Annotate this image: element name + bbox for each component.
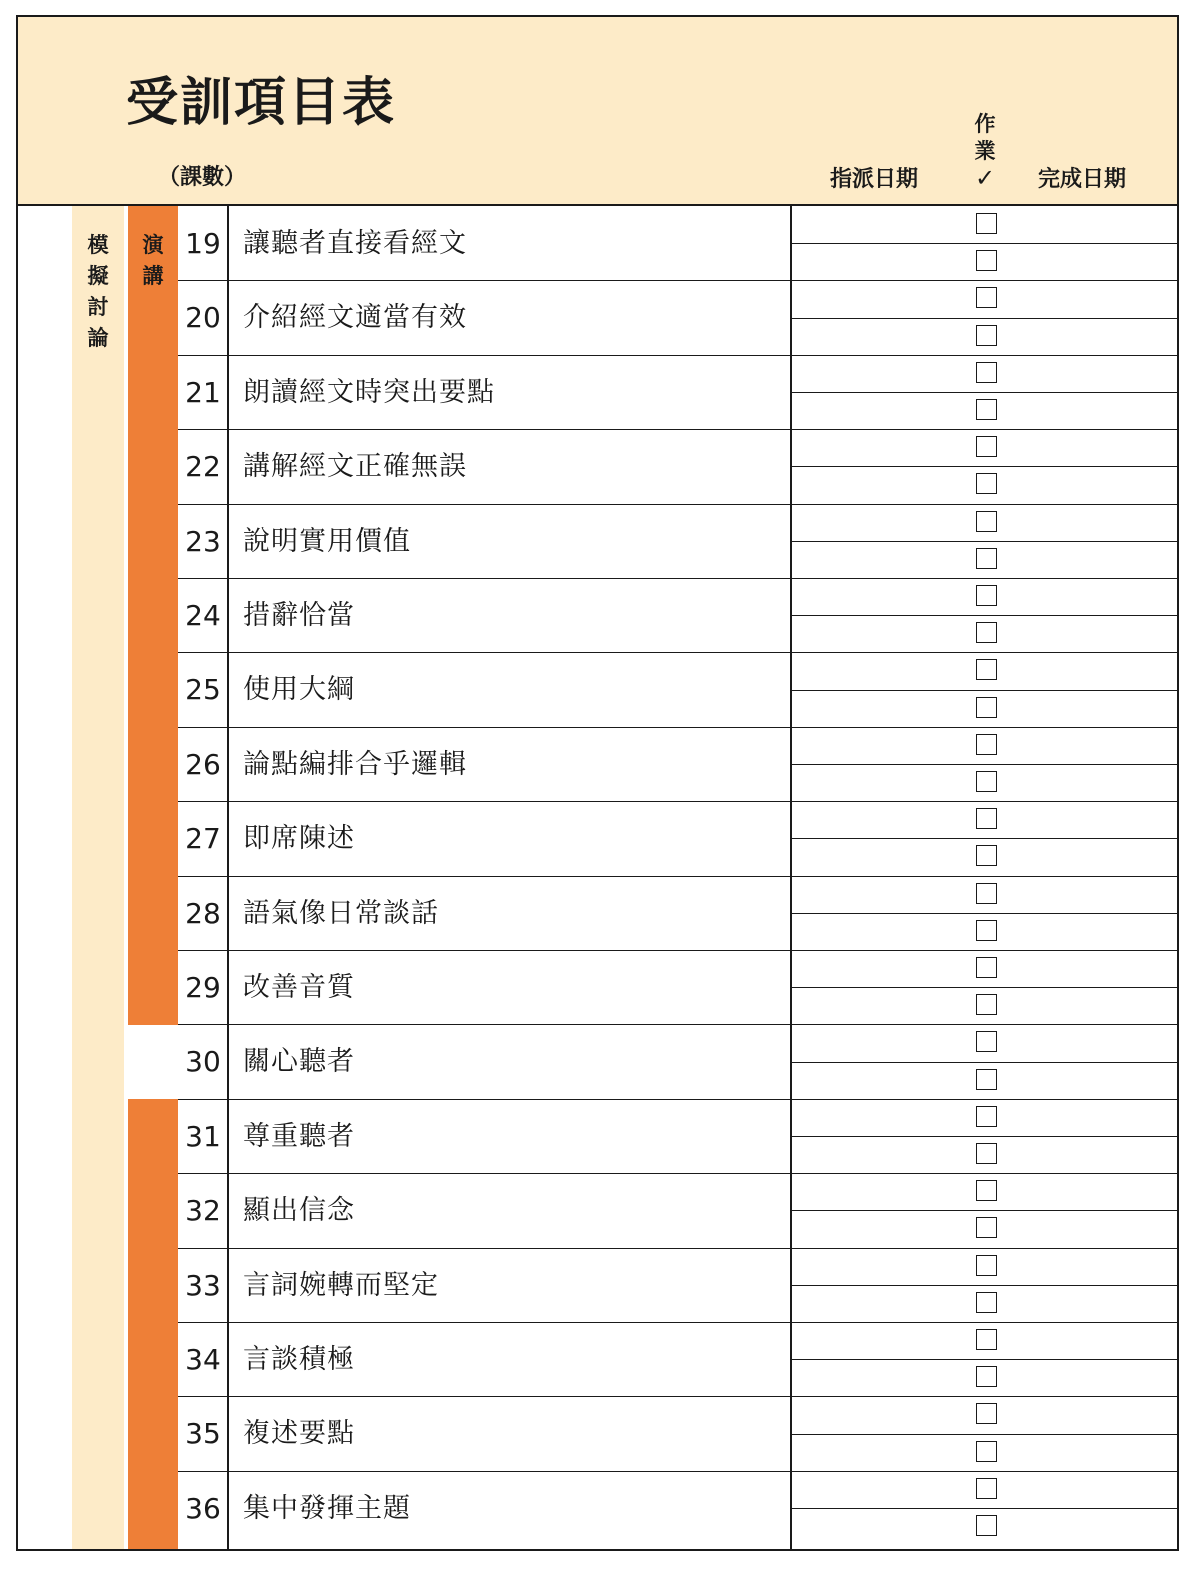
lesson-number: 29 [185,971,221,1004]
dates-column-divider [790,206,792,1549]
homework-checkbox[interactable] [976,1403,997,1424]
lesson-title: 言談積極 [243,1344,355,1375]
assignment-separator [792,541,1177,542]
homework-checkbox[interactable] [976,883,997,904]
lesson-number: 36 [185,1491,221,1525]
homework-checkbox[interactable] [976,362,997,383]
row-separator [178,578,1177,579]
homework-checkbox[interactable] [976,1366,997,1387]
homework-checkbox[interactable] [976,511,997,532]
row-separator [178,1322,1177,1323]
row-separator [178,950,1177,951]
lesson-title: 讓聽者直接看經文 [243,228,467,259]
lesson-title: 語氣像日常談話 [243,897,439,929]
homework-checkbox[interactable] [976,585,997,606]
lesson-title: 複述要點 [243,1418,355,1450]
lesson-number: 25 [185,673,221,707]
group-label-char: 擬 [87,264,109,288]
lesson-title: 集中發揮主題 [243,1492,411,1524]
row-separator [178,504,1177,505]
row-separator [178,801,1177,802]
row-separator [178,652,1177,653]
homework-checkbox[interactable] [976,1031,997,1052]
assignment-separator [792,1434,1177,1435]
row-separator [178,1471,1177,1472]
lesson-number: 27 [185,822,221,856]
homework-checkbox[interactable] [976,734,997,755]
homework-header-char-1: 作 [974,112,996,136]
lesson-title: 講解經文正確無誤 [243,451,467,483]
homework-checkbox[interactable] [976,1329,997,1350]
row-separator [178,280,1177,281]
assignment-separator [792,1210,1177,1211]
group-label-speech [128,230,178,292]
homework-header [972,111,998,192]
row-separator [178,1396,1177,1397]
form-header [18,17,1177,206]
homework-checkbox[interactable] [976,436,997,457]
homework-checkbox[interactable] [976,325,997,346]
group-label-char: 討 [87,295,109,319]
group-label-mock-discussion [72,230,124,354]
homework-checkbox[interactable] [976,1069,997,1090]
row-separator [178,727,1177,728]
homework-checkbox[interactable] [976,1478,997,1499]
row-separator [178,1248,1177,1249]
homework-header-char-2: 業 [974,139,996,163]
form-title: 受訓項目表 [126,73,397,133]
homework-checkbox[interactable] [976,548,997,569]
lesson-title: 朗讀經文時突出要點 [243,376,495,408]
lesson-number: 26 [185,747,221,781]
homework-checkbox[interactable] [976,1515,997,1536]
lesson-number: 24 [185,599,221,632]
lesson-title: 說明實用價值 [243,525,411,557]
homework-checkbox[interactable] [976,1255,997,1276]
homework-checkbox[interactable] [976,622,997,643]
lesson-number: 35 [185,1417,221,1451]
lesson-number: 28 [185,896,221,930]
lesson-number: 20 [185,301,221,335]
lesson-title: 介紹經文適當有效 [243,302,467,334]
group-band-speech-top [128,206,178,1025]
group-label-char: 演 [142,233,164,257]
assignment-separator [792,838,1177,839]
lesson-number: 19 [185,227,221,260]
group-label-char: 論 [87,326,109,350]
lesson-number: 30 [185,1045,221,1079]
homework-checkbox[interactable] [976,1143,997,1164]
lesson-title: 使用大綱 [243,674,355,706]
lesson-title: 尊重聽者 [243,1120,355,1152]
assignment-separator [792,318,1177,319]
homework-checkbox[interactable] [976,1217,997,1238]
lesson-number: 32 [185,1194,221,1228]
lesson-number: 21 [185,375,221,409]
assignment-separator [792,1285,1177,1286]
training-record-form [16,15,1179,1551]
homework-checkbox[interactable] [976,957,997,978]
homework-checkbox[interactable] [976,1180,997,1201]
assignment-separator [792,987,1177,988]
group-label-char: 講 [142,264,164,288]
assignment-separator [792,243,1177,244]
homework-checkbox[interactable] [976,1292,997,1313]
homework-checkbox[interactable] [976,213,997,234]
lesson-number: 33 [185,1268,221,1302]
group-label-char: 模 [87,233,109,257]
group-band-mock-discussion [72,206,124,1549]
group-band-speech-bottom [128,1099,178,1549]
row-separator [178,1099,1177,1100]
lesson-title: 顯出信念 [243,1195,355,1227]
lesson-title: 改善音質 [243,972,355,1003]
completed-date-header: 完成日期 [1038,167,1127,192]
homework-checkbox[interactable] [976,659,997,680]
assignment-separator [792,466,1177,467]
homework-checkbox[interactable] [976,1106,997,1127]
row-separator [178,1024,1177,1025]
assignment-separator [792,913,1177,914]
lesson-title: 論點編排合乎邏輯 [243,748,467,780]
row-separator [178,429,1177,430]
lesson-title: 即席陳述 [243,823,355,855]
homework-checkbox[interactable] [976,250,997,271]
assignment-separator [792,1136,1177,1137]
assignment-separator [792,690,1177,691]
homework-checkbox[interactable] [976,1441,997,1462]
assignment-separator [792,764,1177,765]
lesson-title: 措辭恰當 [243,600,355,631]
row-separator [178,876,1177,877]
assignment-separator [792,1062,1177,1063]
homework-checkbox[interactable] [976,920,997,941]
check-mark-icon: ✓ [974,164,996,192]
homework-checkbox[interactable] [976,994,997,1015]
lesson-number: 31 [185,1119,221,1153]
lesson-number: 34 [185,1343,221,1376]
lesson-title: 言詞婉轉而堅定 [243,1269,439,1301]
assigned-date-header: 指派日期 [830,167,919,192]
homework-checkbox[interactable] [976,808,997,829]
homework-checkbox[interactable] [976,399,997,420]
homework-checkbox[interactable] [976,771,997,792]
lesson-number: 22 [185,450,221,484]
lesson-count-label: （課數） [158,165,247,190]
homework-checkbox[interactable] [976,287,997,308]
homework-checkbox[interactable] [976,473,997,494]
homework-checkbox[interactable] [976,697,997,718]
lesson-number: 23 [185,524,221,558]
assignment-separator [792,1359,1177,1360]
lesson-title: 關心聽者 [243,1046,355,1078]
assignment-separator [792,1508,1177,1509]
assignment-separator [792,392,1177,393]
row-separator [178,355,1177,356]
homework-checkbox[interactable] [976,845,997,866]
row-separator [178,1173,1177,1174]
assignment-separator [792,615,1177,616]
